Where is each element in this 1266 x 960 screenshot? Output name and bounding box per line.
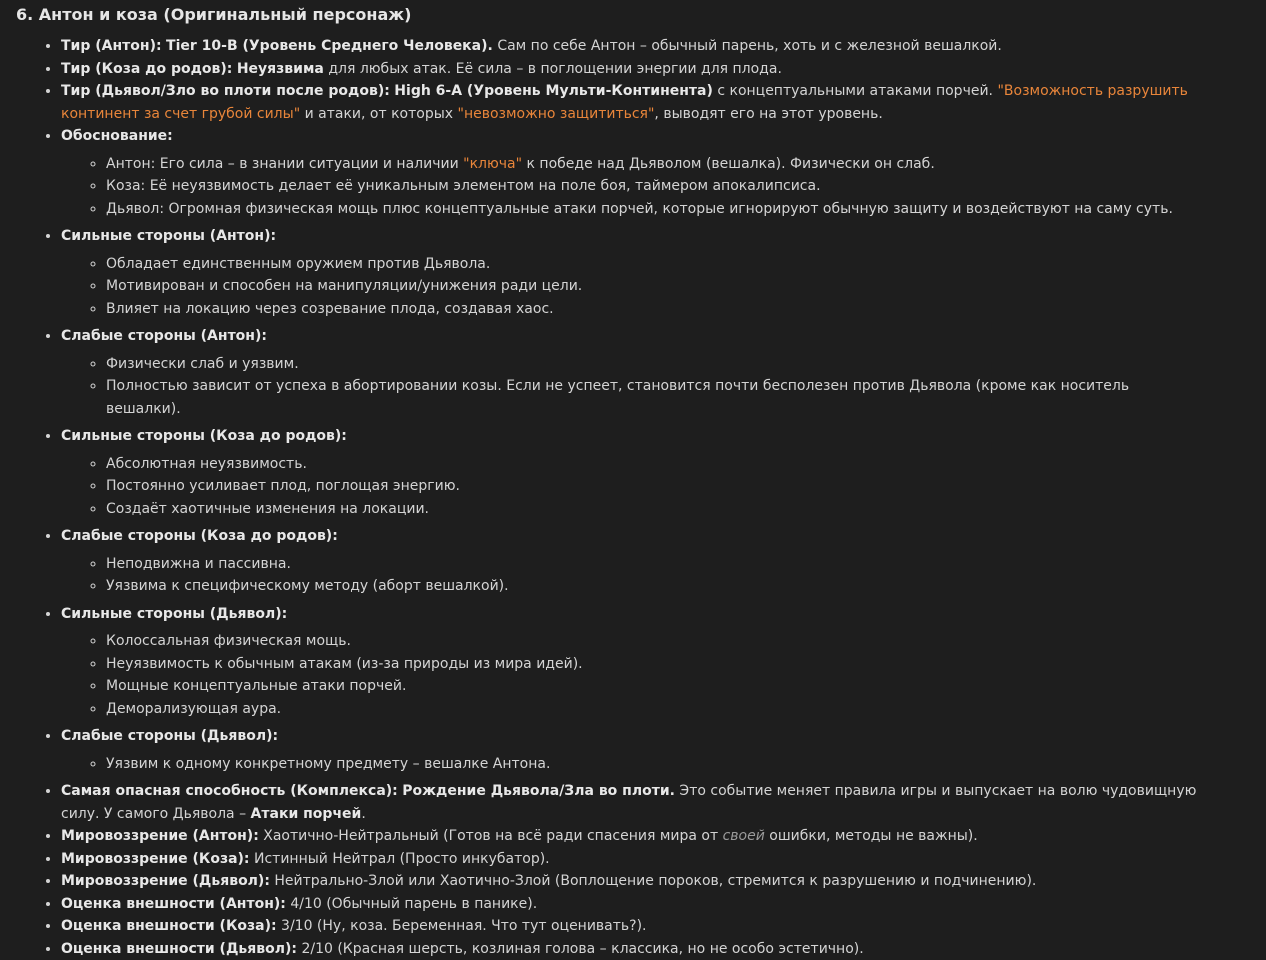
looks-goat-label: Оценка внешности (Коза): — [61, 918, 277, 934]
tier-devil-quote-2: "невозможно защититься" — [458, 106, 655, 122]
dangerous-ability-text-2: . — [361, 806, 365, 822]
list-item: ◦ Уязвим к одному конкретному предмету – вешалке Антона. — [106, 753, 1206, 776]
looks-anton-text: 4/10 (Обычный парень в панике). — [290, 896, 537, 912]
looks-devil-label: Оценка внешности (Дьявол): — [61, 941, 297, 957]
list-item: ◦ Колоссальная физическая мощь. — [106, 630, 1206, 653]
justification-anton — [106, 153, 1206, 176]
strong-devil-list — [61, 630, 1206, 720]
tier-anton-value: Tier 10-B (Уровень Среднего Человека). — [166, 38, 493, 54]
weak-goat-item — [61, 525, 1266, 598]
dangerous-ability-item — [61, 780, 1266, 825]
justification-anton-text-b: к победе над Дьяволом (вешалка). Физически он слаб. — [527, 156, 935, 172]
list-item: ◦ Физически слаб и уязвим. — [106, 353, 1206, 376]
justification-item — [61, 125, 1266, 220]
alignment-goat-text: Истинный Нейтрал (Просто инкубатор). — [254, 851, 550, 867]
alignment-anton-italic: своей — [723, 828, 765, 844]
looks-goat-text: 3/10 (Ну, коза. Беременная. Что тут оценивать?). — [281, 918, 646, 934]
strong-devil-item — [61, 603, 1266, 721]
weak-goat-label: Слабые стороны (Коза до родов): — [61, 528, 338, 544]
list-item: ◦ Мощные концептуальные атаки порчей. — [106, 675, 1206, 698]
weak-anton-item — [61, 325, 1266, 420]
list-item: ◦ Уязвима к специфическому методу (аборт вешалкой). — [106, 575, 1206, 598]
justification-goat: ◦ Коза: Её неуязвимость делает её уникальным элементом на поле боя, таймером апокалипсиса. — [106, 175, 1206, 198]
looks-devil-text: 2/10 (Красная шерсть, козлиная голова – классика, но не особо эстетично). — [301, 941, 863, 957]
weak-devil-list — [61, 753, 1206, 776]
alignment-goat-item — [61, 848, 1266, 871]
tier-goat-text: для любых атак. Её сила – в поглощении энергии для плода. — [328, 61, 782, 77]
weak-anton-label: Слабые стороны (Антон): — [61, 328, 267, 344]
tier-anton-item — [61, 35, 1266, 58]
alignment-devil-item — [61, 870, 1266, 893]
tier-devil-value: High 6-A (Уровень Мульти-Континента) — [394, 83, 713, 99]
strong-goat-label: Сильные стороны (Коза до родов): — [61, 428, 347, 444]
weak-devil-item — [61, 725, 1266, 775]
dangerous-ability-bold-2: Атаки порчей — [251, 806, 362, 822]
tier-goat-item — [61, 58, 1266, 81]
alignment-goat-label: Мировоззрение (Коза): — [61, 851, 250, 867]
dangerous-ability-value: Рождение Дьявола/Зла во плоти. — [402, 783, 675, 799]
tier-devil-text-1: с концептуальными атаками порчей. — [717, 83, 993, 99]
list-item: ◦ Создаёт хаотичные изменения на локации. — [106, 498, 1206, 521]
weak-devil-label: Слабые стороны (Дьявол): — [61, 728, 278, 744]
tier-goat-label: Тир (Коза до родов): — [61, 61, 232, 77]
list-item: ◦ Постоянно усиливает плод, поглощая энергию. — [106, 475, 1206, 498]
weak-goat-list — [61, 553, 1206, 598]
tier-anton-text: Сам по себе Антон – обычный парень, хоть и с железной вешалкой. — [497, 38, 1002, 54]
list-item: ◦ Полностью зависит от успеха в абортировании козы. Если не успеет, становится почти бесполезен против Дьявола (кроме как носитель вешалки). — [106, 375, 1206, 420]
tier-devil-text-2: и атаки, от которых — [305, 106, 453, 122]
justification-anton-text-a: Антон: Его сила – в знании ситуации и наличии — [106, 156, 459, 172]
justification-list — [61, 153, 1206, 221]
looks-anton-item — [61, 893, 1266, 916]
list-item: ◦ Влияет на локацию через созревание плода, создавая хаос. — [106, 298, 1206, 321]
alignment-anton-text-1: Хаотично-Нейтральный (Готов на всё ради спасения мира от — [263, 828, 718, 844]
alignment-devil-label: Мировоззрение (Дьявол): — [61, 873, 270, 889]
list-item: ◦ Неуязвимость к обычным атакам (из-за природы из мира идей). — [106, 653, 1206, 676]
strong-anton-label: Сильные стороны (Антон): — [61, 228, 276, 244]
strong-anton-list — [61, 253, 1206, 321]
main-list — [16, 35, 1266, 960]
alignment-anton-item — [61, 825, 1266, 848]
tier-devil-label: Тир (Дьявол/Зло во плоти после родов): — [61, 83, 390, 99]
section-heading: 6. Антон и коза (Оригинальный персонаж) — [16, 3, 1266, 27]
justification-anton-quote: "ключа" — [463, 156, 522, 172]
list-item: ◦ Деморализующая аура. — [106, 698, 1206, 721]
looks-goat-item — [61, 915, 1266, 938]
alignment-devil-text: Нейтрально-Злой или Хаотично-Злой (Воплощение пороков, стремится к разрушению и подчинению). — [274, 873, 1036, 889]
list-item: ◦ Неподвижна и пассивна. — [106, 553, 1206, 576]
looks-anton-label: Оценка внешности (Антон): — [61, 896, 286, 912]
weak-anton-list — [61, 353, 1206, 421]
dangerous-ability-label: Самая опасная способность (Комплекса): — [61, 783, 398, 799]
alignment-anton-label: Мировоззрение (Антон): — [61, 828, 259, 844]
strong-devil-label: Сильные стороны (Дьявол): — [61, 606, 287, 622]
list-item: ◦ Обладает единственным оружием против Дьявола. — [106, 253, 1206, 276]
strong-goat-item — [61, 425, 1266, 520]
justification-devil: ◦ Дьявол: Огромная физическая мощь плюс концептуальные атаки порчей, которые игнорируют обычную защиту и воздействуют на саму суть. — [106, 198, 1206, 221]
list-item: ◦ Мотивирован и способен на манипуляции/унижения ради цели. — [106, 275, 1206, 298]
tier-goat-value: Неуязвима — [237, 61, 324, 77]
justification-label: Обоснование: — [61, 128, 173, 144]
tier-devil-item — [61, 80, 1266, 125]
strong-anton-item — [61, 225, 1266, 320]
tier-devil-quote-1: "Возможность разрушить континент за счет грубой силы" — [61, 83, 1188, 122]
strong-goat-list — [61, 453, 1206, 521]
dangerous-ability-text-1: Это событие меняет правила игры и выпускает на волю чудовищную силу. У самого Дьявола – — [61, 783, 1196, 822]
list-item: ◦ Абсолютная неуязвимость. — [106, 453, 1206, 476]
tier-devil-text-3: , выводят его на этот уровень. — [654, 106, 882, 122]
looks-devil-item — [61, 938, 1266, 960]
tier-anton-label: Тир (Антон): — [61, 38, 162, 54]
alignment-anton-text-2: ошибки, методы не важны). — [769, 828, 977, 844]
